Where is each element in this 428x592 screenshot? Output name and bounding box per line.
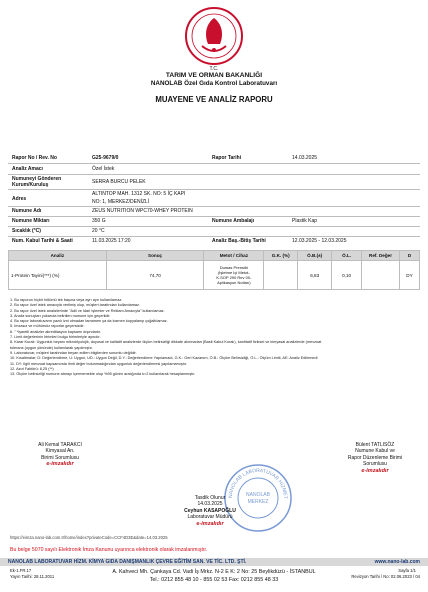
signer-role: Kimyasal An. <box>45 448 75 455</box>
verification-link[interactable]: https://eimza.nano-lab.com.tr/home/index?privateCode=CCF4D3E&date=14.03.2025 <box>10 535 168 540</box>
note-item: 6. " *işaretli analizler akreditasyon kapsamı dışındadır. <box>10 329 102 334</box>
col-ol: Ö.L. <box>332 251 362 261</box>
cell-result: 74,70 <box>106 261 204 290</box>
temp-label: Sıcaklık (°C) <box>12 228 41 234</box>
approval-label: Tasdik Olunur <box>194 495 226 501</box>
report-date-label: Rapor Tarihi <box>212 155 242 161</box>
svg-text:NANOLAB: NANOLAB <box>246 492 270 498</box>
sender: SERRA BURCU PELEK <box>92 179 146 185</box>
lab-name: NANOLAB Özel Gıda Kontrol Laboratuvarı <box>150 80 278 87</box>
note-item: 7. Limit değerlerinin birimleri bulgu birimleriyle aynıdır. <box>10 335 101 340</box>
report-title: MUAYENE VE ANALİZ RAPORU <box>155 95 273 104</box>
esign-label: e-imzalıdır <box>361 467 389 474</box>
accept: 11.03.2025 17:20 <box>92 238 131 244</box>
svg-text:MERKEZ: MERKEZ <box>247 499 269 505</box>
company-name: NANOLAB LABORATUVAR HİZM. KİMYA GIDA DANIŞMANLIK ÇEVRE EĞİTİM SAN. VE TİC. LTD. ŞTİ. <box>8 559 247 565</box>
col-gk: G.K. (%) <box>264 251 298 261</box>
cell-analysis: 1-Protein Tayini(***) (%) <box>9 261 107 290</box>
results-table <box>8 250 420 290</box>
report-no: G25-9679/0 <box>92 155 119 161</box>
approver-name: Ceyhun KASAPOĞLU <box>184 507 236 514</box>
form-code: Ek-1.FR.17 <box>10 568 32 573</box>
address-line2: NO: 1, MERKEZ/DENİZLİ <box>92 199 150 205</box>
esign-label: e-imzalıdır <box>196 520 224 527</box>
address-line1: ALTINTOP MAH. 1312 SK. NO: 5 İÇ KAPI <box>92 191 186 197</box>
note-item: 2. Bu rapor özel istek amacıyla verilmiş olup, müşteri tarafından kullanılamaz. <box>10 303 140 308</box>
note-item: 12. Azot Faktörü: 6,25 (**) <box>10 366 54 371</box>
company-address: A. Kahveci Mh. Çankaya Cd. Vadi İş Mrkz. N-2 E K: 2 No: 25 Beylikdüzü - İSTANBUL <box>112 569 316 575</box>
signature-left <box>20 442 100 468</box>
analysis-dates: 12.03.2025 - 12.03.2025 <box>292 238 347 244</box>
cell-d: DY <box>399 261 419 290</box>
notes-list <box>10 298 420 377</box>
col-method: Metot / Cihaz <box>204 251 264 261</box>
purpose-label: Analiz Amacı <box>12 166 43 172</box>
cell-ob: 6,83 <box>298 261 332 290</box>
col-analysis: Analiz <box>9 251 107 261</box>
method-line: Aplikasyon Notları) <box>217 280 251 285</box>
signer-role: Sorumlusu <box>363 461 387 468</box>
esign-law-notice: Bu belge 5070 sayılı Elektronik İmza Kanunu uyarınca elektronik olarak imzalanmıştır. <box>10 547 208 553</box>
note-item: 4. Bu rapor laboratuvarın yazılı izni olmadan tamamen ya da kısmen kopyalanıp çoğaltılamaz. <box>10 319 168 324</box>
ministry-name: TARIM VE ORMAN BAKANLIĞI <box>165 72 263 79</box>
cell-ref <box>362 261 400 290</box>
tc-heading: T.C. <box>209 66 219 72</box>
note-item: 1. Bu raporun hiçbir bölümü tek başına veya ayrı ayrı kullanılamaz. <box>10 298 123 302</box>
method-line: (İşletme İçi Metot- <box>217 270 250 275</box>
report-no-label: Rapor No / Rev. No <box>12 155 57 161</box>
cell-ol: 0,10 <box>332 261 362 290</box>
note-item: tolerans (uygun yönünde) kullanılarak yapılmıştır. <box>10 345 93 350</box>
revision-info: Revizyon Tarihi / No: 02.06.2023 / 04 <box>351 574 420 579</box>
temp: 20 °C <box>92 228 105 234</box>
signer-role: Rapor Düzenleme Birimi <box>347 454 403 461</box>
method-line: K.SOP 290 Rev 00- <box>216 275 252 280</box>
sender-label: Numuneyi Gönderen Kurum/Kuruluş <box>12 176 62 188</box>
table-header <box>9 251 420 261</box>
col-ob: Ö.B.(±) <box>298 251 332 261</box>
note-item: 5. İmzasız ve mühürsüz raporlar geçersizdir. <box>10 324 85 329</box>
address-label: Adres <box>12 196 27 202</box>
note-item: 10. Kısaltmalar; D: Değerlendirme, U: Uygun, UD.: Uygun Değil, D.Y.: Değerlendirme Yapılamadı, G.K.: Geri Kazanım, Ö.B.: Ölçüm Belirsizliği, Ö.L.: Ölçüm Limiti, AE: Analiz Edilemedi <box>10 356 318 361</box>
company-phone: Tel.: 0212 855 48 10 - 855 02 53 Fax: 0212 855 48 33 <box>149 577 279 583</box>
company-website[interactable]: www.nano-lab.com <box>374 559 420 565</box>
signer-name: Ali Kemal TARAKCI <box>38 442 82 448</box>
note-item: 2. Bu rapor özel istek analizlerinde "Adli ve İdari İşlemler ve Reklam Amacıyla" kullanılamaz. <box>10 308 165 313</box>
note-item: 13. Ölçüm belirsizliği numune atmayı içermemekte olup %95 güven aralığında k=2 kullanılarak hesaplanmıştır. <box>10 372 196 377</box>
note-item: 3. Analiz sonuçları yukarıda belirtilen numune için geçerlidir. <box>10 313 111 318</box>
note-item: 9. Laboratuvar, müşteri tarafından beyan edilen bilgilerden sorumlu değildir. <box>10 350 137 355</box>
signer-role: Numune Kabul ve <box>355 448 395 455</box>
note-item: 8. Karar Kuralı: Uygunluk beyanı mikrobiyolojik, duyusal ve kalitatif analizlerde ölçüm belirsizliği dikkate alınmadan (Basit Kabul Kuralı), kantitatif fiziksel ve kimyasal analizlerde (mevzuat <box>10 340 322 345</box>
col-result: Sonuç <box>106 251 204 261</box>
col-ref: Ref. Değer <box>362 251 400 261</box>
table-row <box>9 261 420 290</box>
esign-label: e-imzalıdır <box>46 461 74 468</box>
purpose: Özel İstek <box>92 166 115 172</box>
note-item: 11. DY: İlgili mevzuat kapsamında limit değer bulunmadığından uygunluk değerlendirmesi yapılamamıştır. <box>10 361 187 366</box>
report-date: 14.03.2025 <box>292 155 318 161</box>
cell-gk <box>264 261 298 290</box>
sample-name: ZEUS NUTRITION WPC70-WHEY PROTEIN <box>92 208 193 214</box>
sample-name-label: Numune Adı <box>12 208 42 214</box>
signature-right <box>330 442 420 474</box>
method-line: Dumas Prensibi <box>219 265 248 270</box>
approver-role: Laboratuvar Müdürü <box>187 514 233 521</box>
approval-date: 14.03.2025 <box>197 501 223 508</box>
sample-qty-label: Numune Miktarı <box>12 218 50 224</box>
analysis-dates-label: Analiz Baş.-Bitiş Tarihi <box>212 238 266 244</box>
cell-method <box>204 261 264 290</box>
release-date: Yayın Tarihi: 28.11.2011 <box>10 574 55 579</box>
svg-text:NANOLAB LABORATUVAR HİZMETLERİ: NANOLAB LABORATUVAR HİZMET <box>227 467 289 499</box>
signer-role: Birimi Sorumlusu <box>41 454 79 461</box>
page-number: Sayfa 1/1 <box>398 568 416 573</box>
col-d: D <box>399 251 419 261</box>
ministry-logo <box>184 6 244 66</box>
signer-name: Bülent TATLISÖZ <box>355 442 395 448</box>
approval-block <box>150 495 270 527</box>
packaging-label: Numune Ambalajı <box>212 218 255 224</box>
packaging: Plastik Kap <box>292 218 318 224</box>
sample-qty: 350 G <box>92 218 106 224</box>
accept-label: Num. Kabul Tarihi & Saati <box>12 238 73 244</box>
